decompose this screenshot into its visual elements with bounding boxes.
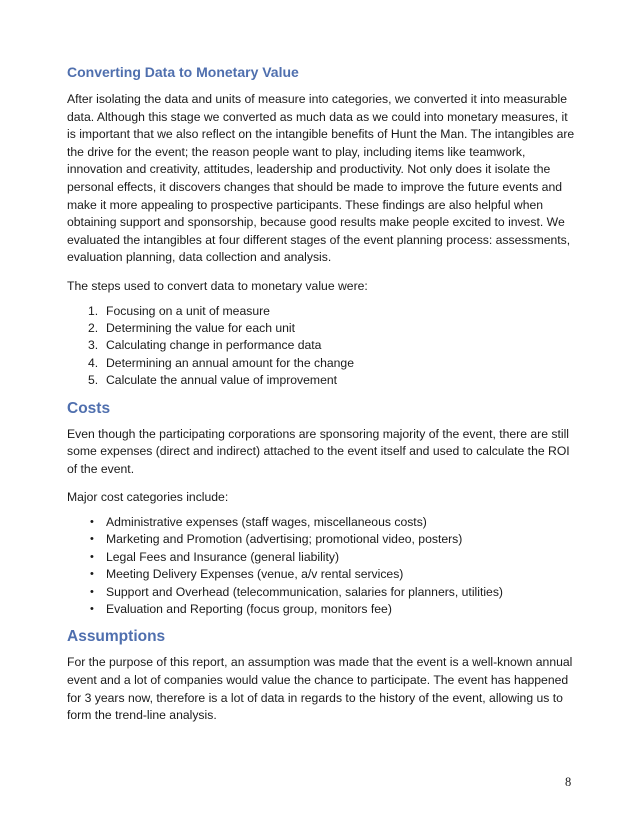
section-heading-converting: Converting Data to Monetary Value [67, 64, 299, 80]
list-item-text: Evaluation and Reporting (focus group, monitors fee) [106, 601, 392, 616]
list-item-text: Focusing on a unit of measure [106, 303, 270, 318]
list-item-text: Determining the value for each unit [106, 320, 296, 335]
paragraph-converting: After isolating the data and units of measure into categories, we converted it into measurable data. Although this stage we converted as much data as we could into monetary measures, it is important that we also reflect on the intangible benefits of Hunt the Man. The intangibles are the drive for the event; the reason people want to play, including items like teamwork, innovation and creativity, attitudes, leadership and productivity. Not only does it isolate the personal effects, it discovers changes that should be made to improve the future events and make it more appealing to prospective participants. These findings are also helpful when obtaining support and sponsorship, because good results make people excited to invest. We evaluated the intangibles at four different stages of the event planning process: assessments, evaluation planning, data collection and analysis. [67, 92, 575, 265]
section-heading-costs: Costs [67, 399, 111, 417]
list-item-text: Support and Overhead (telecommunication, salaries for planners, utilities) [106, 584, 503, 599]
steps-intro: The steps used to convert data to monetary value were: [67, 278, 368, 293]
list-number: 2. [88, 320, 99, 335]
steps-list [67, 303, 575, 390]
list-item-text: Calculating change in performance data [106, 338, 322, 353]
list-number: 1. [88, 303, 99, 318]
page-content [67, 64, 575, 725]
list-item [67, 337, 575, 354]
list-item [67, 549, 575, 566]
list-item [67, 601, 575, 618]
bullet-icon: • [90, 515, 94, 528]
bullet-icon: • [90, 585, 94, 598]
list-item [67, 320, 575, 337]
list-item [67, 531, 575, 548]
categories-intro: Major cost categories include: [67, 490, 229, 505]
section-heading-assumptions: Assumptions [67, 628, 166, 646]
list-item [67, 566, 575, 583]
list-item [67, 303, 575, 320]
list-item [67, 584, 575, 601]
list-item-text: Legal Fees and Insurance (general liability) [106, 549, 340, 564]
list-item [67, 372, 575, 389]
list-number: 4. [88, 355, 99, 370]
list-item-text: Determining an annual amount for the change [106, 355, 354, 370]
paragraph-costs: Even though the participating corporations are sponsoring majority of the event, there are still some expenses (direct and indirect) attached to the event itself and used to calculate the ROI of the event. [67, 426, 570, 476]
list-item [67, 514, 575, 531]
cost-categories-list [67, 514, 575, 618]
list-item-text: Administrative expenses (staff wages, miscellaneous costs) [106, 514, 427, 529]
list-item-text: Meeting Delivery Expenses (venue, a/v rental services) [106, 567, 404, 582]
list-number: 3. [88, 338, 99, 353]
bullet-icon: • [90, 550, 94, 563]
list-item [67, 355, 575, 372]
list-item-text: Calculate the annual value of improvement [106, 373, 338, 388]
page-number: 8 [565, 775, 572, 789]
list-item-text: Marketing and Promotion (advertising; promotional video, posters) [106, 532, 463, 547]
list-number: 5. [88, 373, 99, 388]
bullet-icon: • [90, 602, 94, 615]
bullet-icon: • [90, 533, 94, 546]
bullet-icon: • [90, 568, 94, 581]
paragraph-assumptions: For the purpose of this report, an assumption was made that the event is a well-known annual event and a lot of companies would value the chance to participate. The event has happened for 3 years now, therefore is a lot of data in regards to the history of the event, allowing us to form the trend-line analysis. [67, 655, 573, 723]
